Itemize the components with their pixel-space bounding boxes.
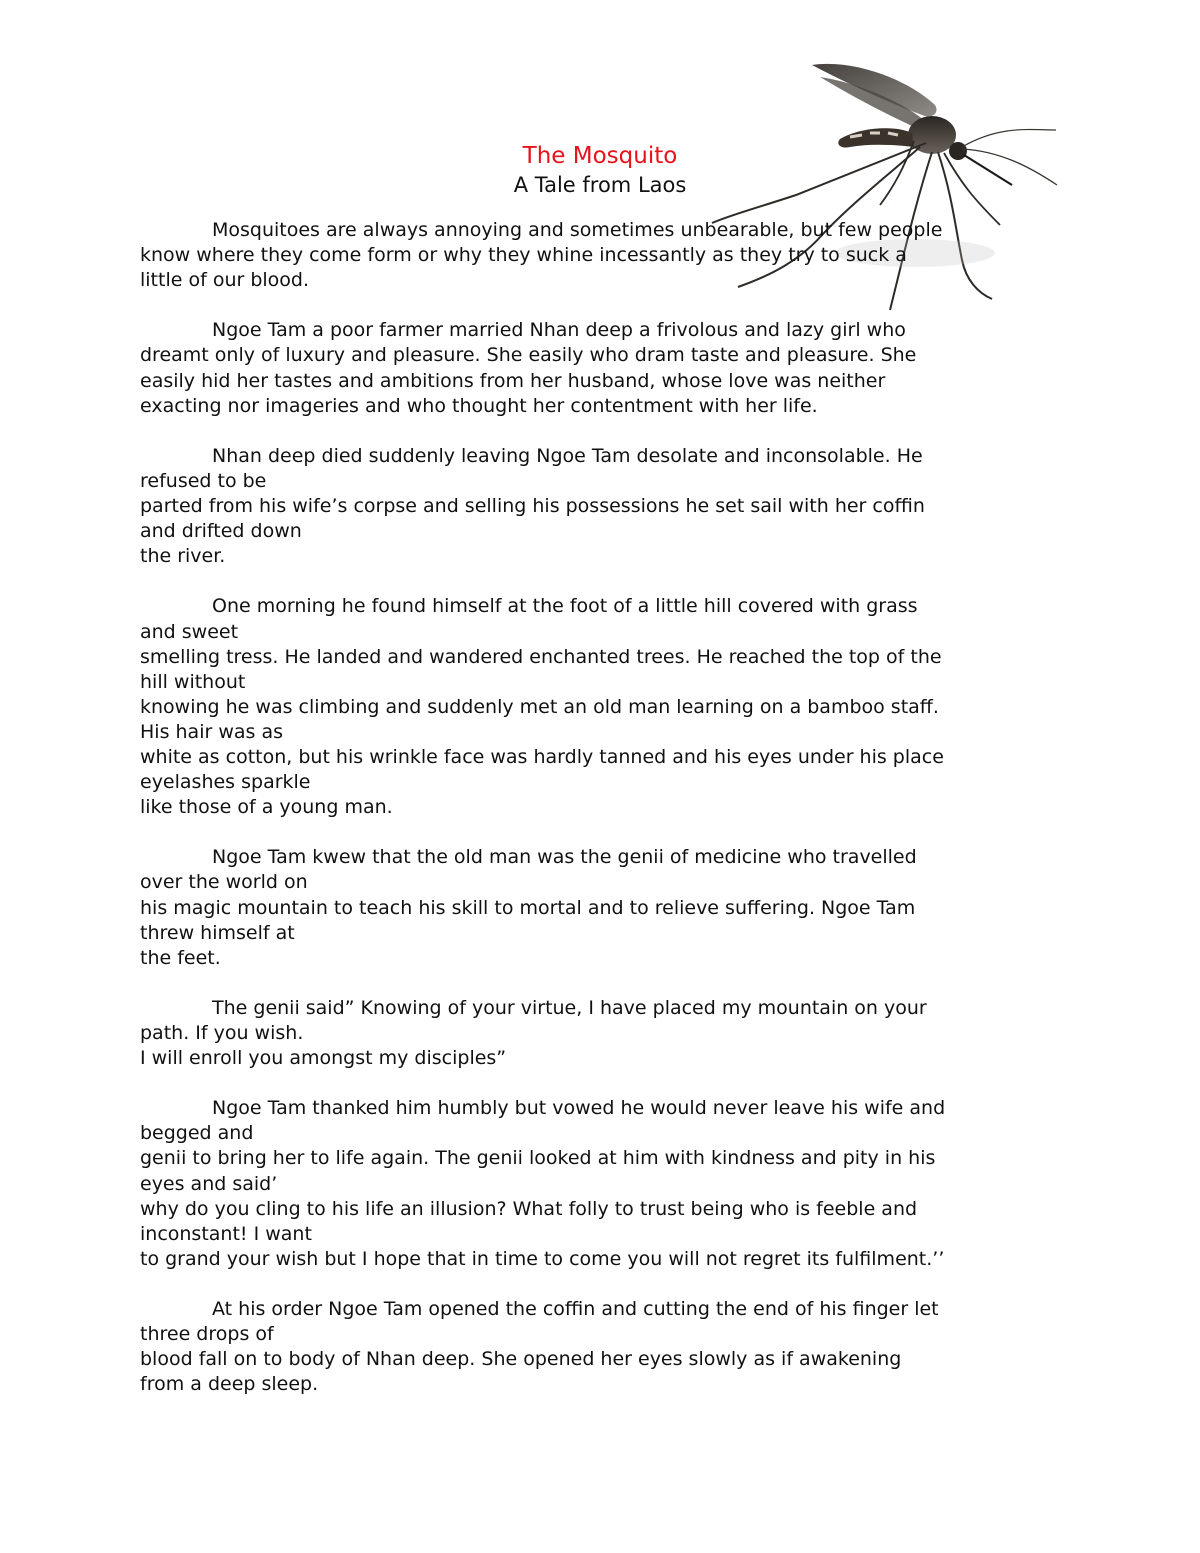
story-paragraph <box>140 218 1060 293</box>
document-subtitle: A Tale from Laos <box>513 173 687 197</box>
paragraph-line: knowing he was climbing and suddenly met an old man learning on a bamboo staff. <box>140 695 939 718</box>
paragraph-line: Ngoe Tam kwew that the old man was the genii of medicine who travelled <box>212 846 917 869</box>
paragraph-line: three drops of <box>140 1323 274 1346</box>
story-body <box>140 218 1060 1423</box>
paragraph-line: eyes and said’ <box>140 1172 278 1195</box>
paragraph-line: Mosquitoes are always annoying and sometimes unbearable, but few people <box>212 219 943 241</box>
paragraph-line: begged and <box>140 1122 254 1145</box>
paragraph-line: to grand your wish but I hope that in time to come you will not regret its fulfilment.’’ <box>140 1247 945 1270</box>
paragraph-line: the river. <box>140 545 226 568</box>
paragraph-line: his magic mountain to teach his skill to mortal and to relieve suffering. Ngoe Tam <box>140 896 916 919</box>
document-title: The Mosquito <box>522 143 678 169</box>
paragraph-line: genii to bring her to life again. The genii looked at him with kindness and pity in his <box>140 1147 936 1170</box>
paragraph-line: white as cotton, but his wrinkle face was hardly tanned and his eyes under his place <box>140 745 944 768</box>
story-paragraph <box>140 444 1060 569</box>
story-paragraph <box>140 1096 1060 1272</box>
story-paragraph <box>140 845 1060 970</box>
paragraph-line: little of our blood. <box>140 269 310 292</box>
paragraph-line: threw himself at <box>140 921 295 944</box>
paragraph-line: hill without <box>140 670 246 693</box>
paragraph-line: inconstant! I want <box>140 1222 312 1245</box>
paragraph-line: path. If you wish. <box>140 1022 304 1044</box>
paragraph-line: Nhan deep died suddenly leaving Ngoe Tam desolate and inconsolable. He <box>212 444 923 467</box>
paragraph-line: the feet. <box>140 946 221 969</box>
story-paragraph <box>140 594 1060 820</box>
paragraph-line: eyelashes sparkle <box>140 771 311 794</box>
story-paragraph <box>140 1297 1060 1397</box>
paragraph-line: I will enroll you amongst my disciples” <box>140 1047 507 1070</box>
story-paragraph <box>140 996 1060 1071</box>
paragraph-line: over the world on <box>140 871 308 894</box>
story-paragraph <box>140 318 1060 418</box>
paragraph-line: Ngoe Tam a poor farmer married Nhan deep a frivolous and lazy girl who <box>212 319 906 342</box>
paragraph-line: smelling tress. He landed and wandered enchanted trees. He reached the top of the <box>140 645 942 668</box>
paragraph-line: easily hid her tastes and ambitions from her husband, whose love was neither <box>140 369 886 392</box>
paragraph-line: At his order Ngoe Tam opened the coffin and cutting the end of his finger let <box>212 1298 939 1321</box>
paragraph-line: refused to be <box>140 469 267 492</box>
paragraph-line: from a deep sleep. <box>140 1373 319 1396</box>
paragraph-line: like those of a young man. <box>140 796 393 819</box>
paragraph-line: Ngoe Tam thanked him humbly but vowed he would never leave his wife and <box>212 1097 946 1120</box>
paragraph-line: blood fall on to body of Nhan deep. She opened her eyes slowly as if awakening <box>140 1348 902 1371</box>
paragraph-line: know where they come form or why they whine incessantly as they try to suck a <box>140 244 907 267</box>
paragraph-line: exacting nor imageries and who thought her contentment with her life. <box>140 394 818 417</box>
paragraph-line: and sweet <box>140 620 239 643</box>
paragraph-line: The genii said” Knowing of your virtue, I have placed my mountain on your <box>212 996 927 1019</box>
paragraph-line: why do you cling to his life an illusion? What folly to trust being who is feeble and <box>140 1197 918 1220</box>
paragraph-line: One morning he found himself at the foot of a little hill covered with grass <box>212 595 918 618</box>
paragraph-line: and drifted down <box>140 520 302 543</box>
title-block <box>0 141 1200 199</box>
paragraph-line: parted from his wife’s corpse and selling his possessions he set sail with her coffin <box>140 495 925 518</box>
paragraph-line: His hair was as <box>140 720 283 743</box>
paragraph-line: dreamt only of luxury and pleasure. She easily who dram taste and pleasure. She <box>140 344 917 367</box>
